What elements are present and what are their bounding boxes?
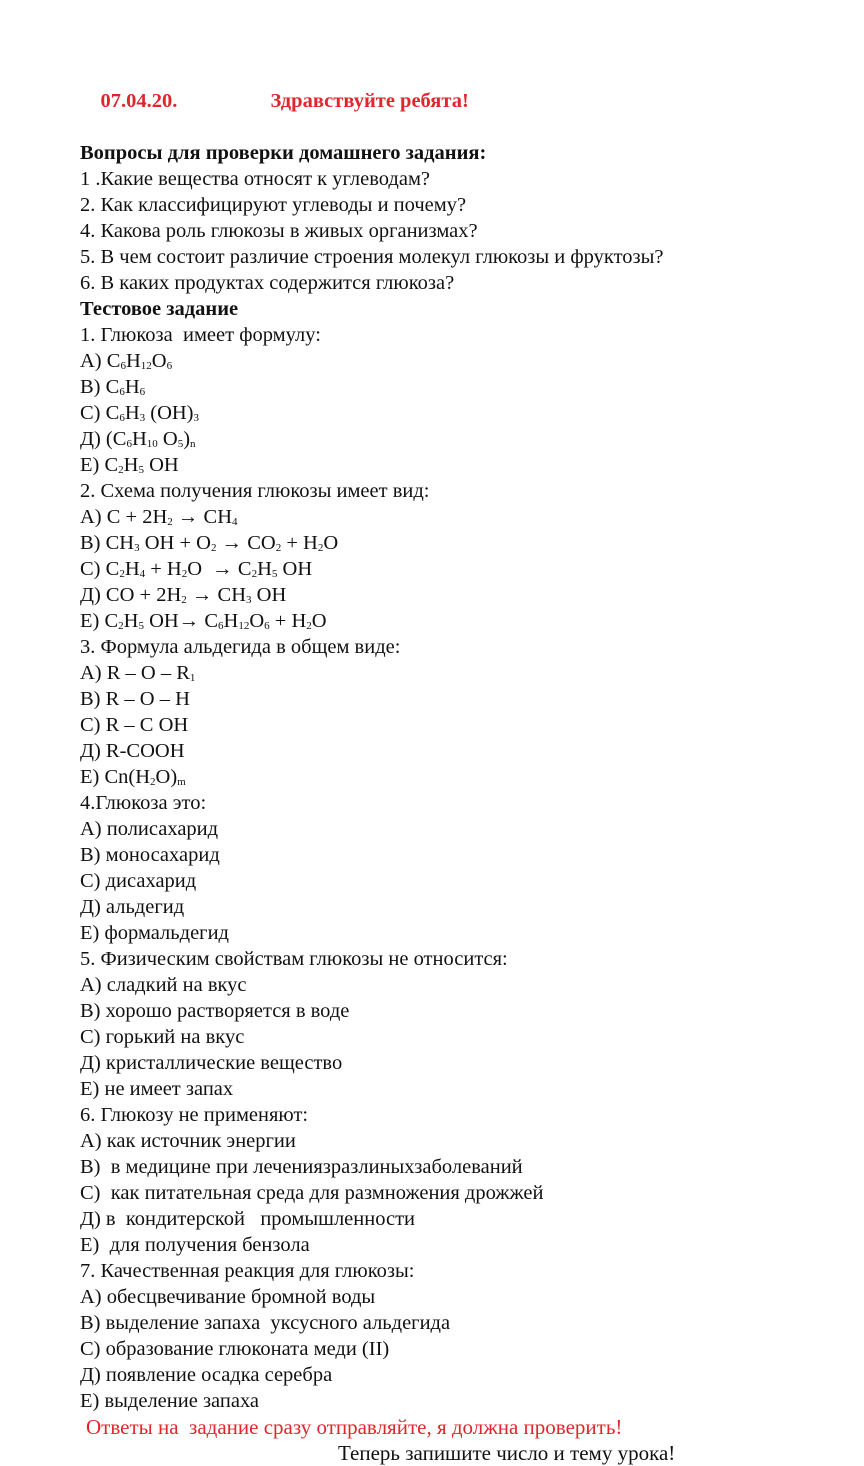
option-text: В) моносахарид xyxy=(80,844,220,866)
formula-subscript: 5 xyxy=(271,568,278,580)
test-question: 7. Качественная реакция для глюкозы: xyxy=(80,1260,415,1282)
answer-option xyxy=(80,738,840,764)
answer-option xyxy=(80,1128,840,1154)
option-text: ОН xyxy=(277,558,313,580)
homework-question: 4. Какова роль глюкозы в живых организмах? xyxy=(80,220,478,242)
option-text: Е) формальдегид xyxy=(80,922,229,944)
answer-option xyxy=(80,1206,840,1232)
answer-option xyxy=(80,686,840,712)
formula-subscript: 6 xyxy=(139,386,146,398)
answer-option xyxy=(80,998,840,1024)
formula-subscript: 5 xyxy=(177,438,184,450)
option-text: В) СН xyxy=(80,532,135,554)
formula-subscript: 2 xyxy=(210,542,217,554)
formula-subscript: 2 xyxy=(306,620,312,632)
answer-option xyxy=(80,608,840,634)
answer-option xyxy=(80,582,840,608)
option-text: (ОН) xyxy=(145,402,194,424)
answer-option xyxy=(80,816,840,842)
option-text: А) обесцвечивание бромной воды xyxy=(80,1286,376,1308)
test-question: 3. Формула альдегида в общем виде: xyxy=(80,636,401,658)
option-text: Д) R-СООН xyxy=(80,740,185,762)
formula-subscript: 2 xyxy=(119,568,125,580)
formula-subscript: m xyxy=(177,776,186,788)
option-text: С) дисахарид xyxy=(80,870,197,892)
formula-subscript: 6 xyxy=(126,438,132,450)
formula-subscript: 5 xyxy=(138,464,144,476)
option-text: Н xyxy=(257,558,272,580)
answer-option xyxy=(80,1336,840,1362)
answer-option xyxy=(80,894,840,920)
option-text: Е) Сn(H xyxy=(80,766,151,788)
answer-option xyxy=(80,374,840,400)
answer-option xyxy=(80,400,840,426)
homework-question: 5. В чем состоит различие строения молекул глюкозы и фруктозы? xyxy=(80,246,664,268)
header-greeting: Здравствуйте ребята! xyxy=(270,90,469,112)
answer-option xyxy=(80,920,840,946)
option-text: → СО xyxy=(216,532,276,554)
option-text: Н xyxy=(124,402,140,424)
option-text: ОН xyxy=(251,584,287,606)
header-date: 07.04.20. xyxy=(100,90,178,112)
formula-subscript: 2 xyxy=(118,464,124,476)
answer-option xyxy=(80,1232,840,1258)
option-text: ОН xyxy=(143,454,179,476)
formula-subscript: 6 xyxy=(119,386,125,398)
answer-option xyxy=(80,660,840,686)
answer-option xyxy=(80,452,840,478)
option-text: Д) появление осадка серебра xyxy=(80,1364,333,1386)
formula-subscript: 2 xyxy=(317,542,324,554)
option-text: Е) выделение запаха xyxy=(80,1390,260,1412)
answer-option xyxy=(80,972,840,998)
formula-subscript: 3 xyxy=(246,594,252,606)
answer-option xyxy=(80,1310,840,1336)
option-text: А) R – О – R xyxy=(80,662,190,684)
homework-title: Вопросы для проверки домашнего задания: xyxy=(80,142,487,164)
formula-subscript: 6 xyxy=(264,620,270,632)
formula-subscript: 4 xyxy=(139,568,146,580)
answer-option xyxy=(80,426,840,452)
option-text: Д) в кондитерской промышленности xyxy=(80,1208,415,1230)
option-text: С) образование глюконата меди (II) xyxy=(80,1338,390,1360)
worksheet xyxy=(80,62,840,1466)
option-text: Н xyxy=(131,428,147,450)
option-text: + Н xyxy=(281,532,318,554)
formula-subscript: 12 xyxy=(238,620,250,632)
answer-option xyxy=(80,1050,840,1076)
option-text: Н xyxy=(123,454,139,476)
formula-subscript: 6 xyxy=(218,620,224,632)
formula-subscript: 2 xyxy=(181,568,188,580)
formula-subscript: 1 xyxy=(189,672,196,684)
formula-subscript: 3 xyxy=(193,412,200,424)
option-text: Е) для получения бензола xyxy=(80,1234,310,1256)
option-text: О → С xyxy=(187,558,252,580)
answer-option xyxy=(80,1180,840,1206)
option-text: Д) кристаллические вещество xyxy=(80,1052,343,1074)
option-text: Н xyxy=(123,610,139,632)
option-text: Н xyxy=(223,610,239,632)
option-text: А) полисахарид xyxy=(80,818,219,840)
option-text: С) горький на вкус xyxy=(80,1026,245,1048)
homework-question: 2. Как классифицируют углеводы и почему? xyxy=(80,194,467,216)
formula-subscript: 2 xyxy=(251,568,258,580)
option-text: ОН→ С xyxy=(143,610,219,632)
option-text: Н xyxy=(125,350,141,372)
test-questions xyxy=(80,322,840,1414)
option-text: О xyxy=(311,610,327,632)
option-text: В) R – О – Н xyxy=(80,688,190,710)
answer-option xyxy=(80,842,840,868)
option-text: О xyxy=(151,350,167,372)
answers-note: Ответы на задание сразу отправляйте, я должна проверить! xyxy=(86,1415,623,1439)
homework-question: 6. В каких продуктах содержится глюкоза? xyxy=(80,272,455,294)
option-text: Н xyxy=(124,376,140,398)
option-text: О xyxy=(249,610,265,632)
header xyxy=(80,62,840,140)
answer-option xyxy=(80,1154,840,1180)
formula-subscript: n xyxy=(190,438,196,450)
formula-subscript: 2 xyxy=(167,516,173,528)
option-text: Д) СО + 2Н xyxy=(80,584,182,606)
formula-subscript: 12 xyxy=(140,360,152,372)
answer-option xyxy=(80,504,840,530)
answer-option xyxy=(80,1388,840,1414)
formula-subscript: 6 xyxy=(119,412,125,424)
option-text: Е) не имеет запах xyxy=(80,1078,234,1100)
option-text: В) С xyxy=(80,376,120,398)
option-text: Н xyxy=(124,558,140,580)
homework-question: 1 .Какие вещества относят к углеводам? xyxy=(80,168,431,190)
test-question: 1. Глюкоза имеет формулу: xyxy=(80,324,321,346)
option-text: Е) С xyxy=(80,610,119,632)
answer-option xyxy=(80,1284,840,1310)
answer-option xyxy=(80,1076,840,1102)
answer-option xyxy=(80,712,840,738)
test-question: 4.Глюкоза это: xyxy=(80,792,207,814)
formula-subscript: 2 xyxy=(181,594,187,606)
option-text: ОН + О xyxy=(139,532,211,554)
test-title: Тестовое задание xyxy=(80,298,239,320)
formula-subscript: 4 xyxy=(232,516,238,528)
formula-subscript: 2 xyxy=(275,542,282,554)
option-text: О xyxy=(323,532,339,554)
formula-subscript: 5 xyxy=(138,620,144,632)
option-text: С) R – С ОН xyxy=(80,714,189,736)
option-text: ) xyxy=(183,428,191,450)
answer-option xyxy=(80,764,840,790)
test-question: 6. Глюкозу не применяют: xyxy=(80,1104,309,1126)
option-text: + Н xyxy=(269,610,307,632)
formula-subscript: 2 xyxy=(118,620,124,632)
option-text: А) сладкий на вкус xyxy=(80,974,247,996)
option-text: С) как питательная среда для размножения дрожжей xyxy=(80,1182,544,1204)
option-text: Д) (С xyxy=(80,428,127,450)
option-text: O) xyxy=(155,766,178,788)
answer-option xyxy=(80,348,840,374)
answer-option xyxy=(80,1024,840,1050)
formula-subscript: 6 xyxy=(120,360,126,372)
answer-option xyxy=(80,868,840,894)
answer-option xyxy=(80,530,840,556)
option-text: → СН xyxy=(186,584,247,606)
answer-option xyxy=(80,556,840,582)
option-text: А) С + 2Н xyxy=(80,506,168,528)
homework-questions xyxy=(80,166,840,296)
formula-subscript: 6 xyxy=(166,360,173,372)
formula-subscript: 2 xyxy=(150,776,156,788)
formula-subscript: 3 xyxy=(134,542,140,554)
option-text: О xyxy=(157,428,178,450)
final-note: Теперь запишите число и тему урока! xyxy=(338,1441,676,1465)
test-question: 2. Схема получения глюкозы имеет вид: xyxy=(80,480,430,502)
option-text: Д) альдегид xyxy=(80,896,185,918)
option-text: → СН xyxy=(172,506,233,528)
option-text: А) С xyxy=(80,350,121,372)
test-question: 5. Физическим свойствам глюкозы не относится: xyxy=(80,948,508,970)
option-text: + Н xyxy=(145,558,182,580)
option-text: В) хорошо растворяется в воде xyxy=(80,1000,350,1022)
option-text: С) С xyxy=(80,402,120,424)
option-text: С) С xyxy=(80,558,120,580)
option-text: Е) С xyxy=(80,454,119,476)
option-text: А) как источник энергии xyxy=(80,1130,296,1152)
answer-option xyxy=(80,1362,840,1388)
option-text: В) в медицине при лечениязразлиныхзаболеваний xyxy=(80,1156,523,1178)
formula-subscript: 10 xyxy=(146,438,158,450)
formula-subscript: 3 xyxy=(139,412,146,424)
option-text: В) выделение запаха уксусного альдегида xyxy=(80,1312,451,1334)
